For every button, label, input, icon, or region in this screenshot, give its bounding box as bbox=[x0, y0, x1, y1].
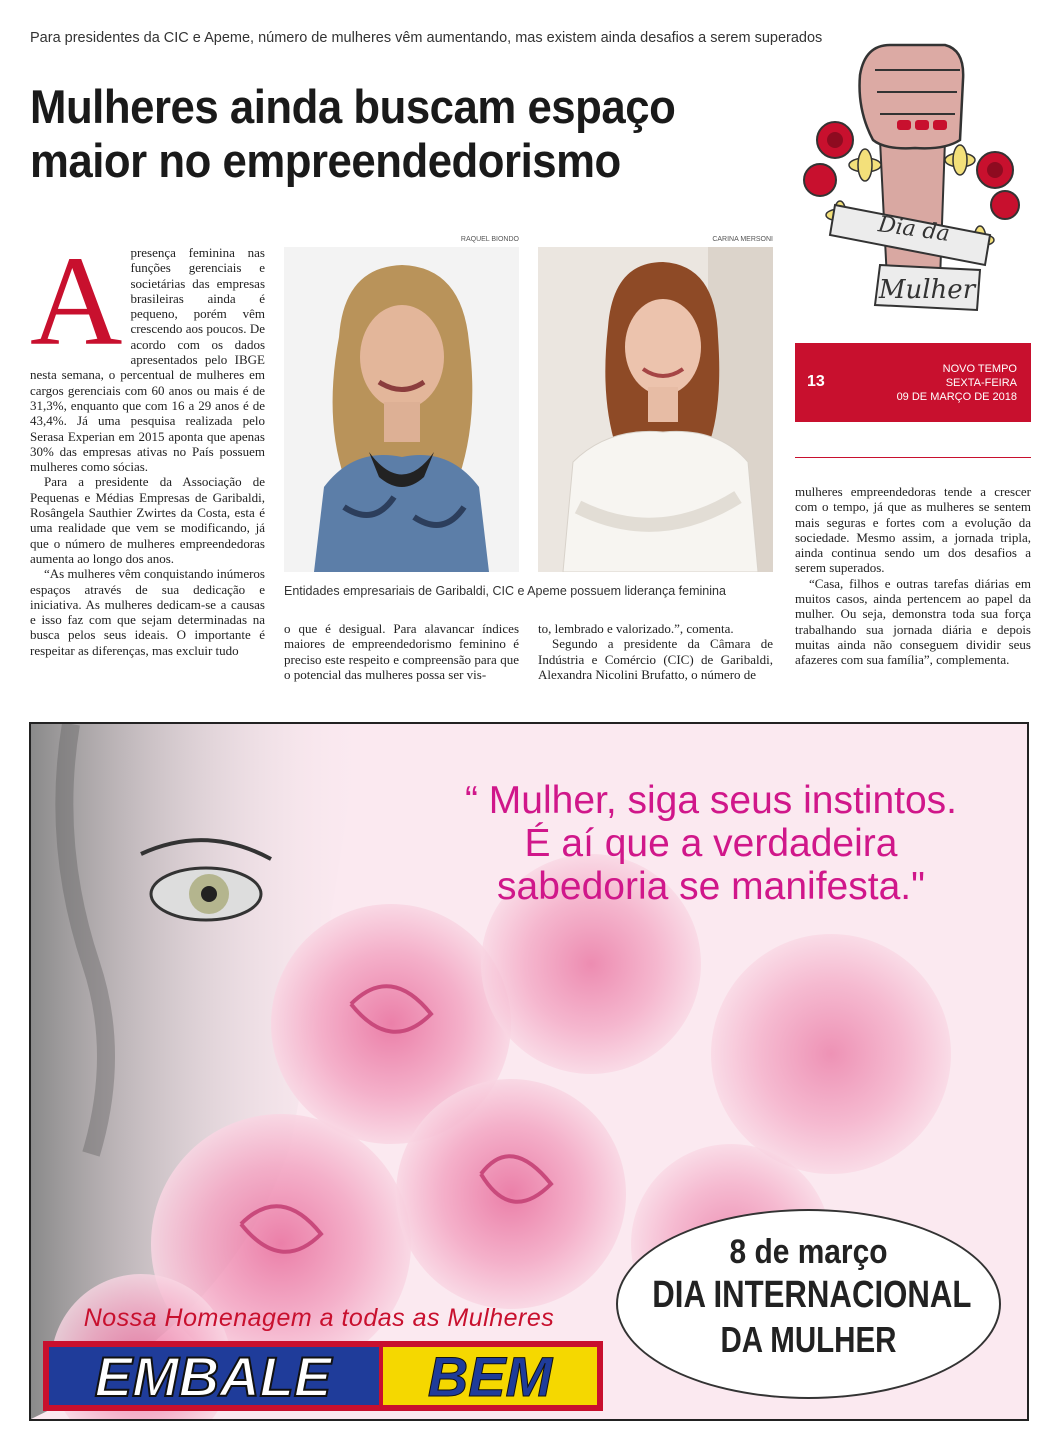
article-kicker: Para presidentes da CIC e Apeme, número de mulheres vêm aumentando, mas existem ainda desafios a serem superados bbox=[30, 30, 823, 46]
article-column-4 bbox=[795, 484, 1031, 668]
drop-cap: A bbox=[30, 230, 123, 372]
paragraph: “As mulheres vêm conquistando inúmeros espaços através de sua dedicação e iniciativa. As mulheres dedicam-se a causas e isso faz com que sejam determinadas na busca pelos seus ideais. O importante é respeitar as diferenças, mas excluir tudo bbox=[30, 566, 265, 658]
paragraph: presença feminina nas funções gerenciais e societárias das empresas brasileiras ainda é pequeno, porém vêm crescendo aos poucos. De acordo com os dados apresentados pelo IBGE nesta semana, o percentual de mulheres em cargos gerenciais com 60 anos ou mais é de 31,3%, enquanto que com 16 a 29 anos é de 43,4%. Já uma pesquisa realizada pelo Serasa Experian em 2015 aponta que apenas 30% das empresas ativas no País possuem mulheres como sócias. bbox=[30, 245, 265, 475]
portrait-photo-2 bbox=[538, 247, 773, 572]
ad-quote-line-3: sabedoria se manifesta." bbox=[497, 865, 925, 908]
newspaper-name: NOVO TEMPO bbox=[942, 363, 1017, 375]
ad-event-line-2: DA MULHER bbox=[720, 1319, 897, 1360]
article-column-2 bbox=[284, 621, 519, 682]
headline-line-1: Mulheres ainda buscam espaço bbox=[30, 80, 676, 133]
page-meta bbox=[897, 362, 1017, 404]
paragraph: o que é desigual. Para alavancar índices maiores de empreendedorismo feminino é preciso este respeito e compreensão para que o potencial das mulheres possa ser vis- bbox=[284, 621, 519, 682]
ad-quote bbox=[411, 779, 1011, 908]
headline-line-2: maior no empreendedorismo bbox=[30, 134, 621, 187]
paragraph: Para a presidente da Associação de Pequenas e Médias Empresas de Garibaldi, Rosângela Sauthier Zwirtes da Costa, esta é uma realidade que vem se modificando, já que o número de mulheres empreendedoras aumenta ao longo dos anos. bbox=[30, 474, 265, 566]
photo-credit-1: RAQUEL BIONDO bbox=[460, 236, 519, 243]
photo-caption: Entidades empresariais de Garibaldi, CIC e Apeme possuem liderança feminina bbox=[284, 584, 726, 598]
emblem-ribbon-mulher: Mulher bbox=[878, 275, 976, 305]
portrait-photo-1 bbox=[284, 247, 519, 572]
dia-da-mulher-emblem bbox=[795, 30, 1030, 330]
emblem-ribbon-dia-da: Dia da bbox=[876, 212, 952, 247]
article-headline bbox=[30, 80, 737, 188]
paragraph: Segundo a presidente da Câmara de Indústria e Comércio (CIC) de Garibaldi, Alexandra Nicolini Brufatto, o número de bbox=[538, 636, 773, 682]
article-column-1 bbox=[30, 230, 265, 658]
logo-word-bem: BEM bbox=[427, 1345, 553, 1408]
weekday: SEXTA-FEIRA bbox=[945, 377, 1017, 389]
ad-date-oval bbox=[616, 1209, 1001, 1399]
paragraph: to, lembrado e valorizado.”, comenta. bbox=[538, 621, 734, 636]
red-divider bbox=[795, 457, 1031, 458]
ad-date: 8 de março bbox=[729, 1233, 888, 1271]
paragraph: “Casa, filhos e outras tarefas diárias em muitos casos, ainda pertencem ao papel da mulher. Ou seja, demonstra toda sua força trabalhando sua jornada diária e depois muitas ainda não conseguem dividir seus afazeres com sua família”, complementa. bbox=[795, 575, 1031, 668]
article-column-3 bbox=[538, 621, 773, 682]
ad-homage-text: Nossa Homenagem a todas as Mulheres bbox=[83, 1304, 555, 1332]
advertisement bbox=[29, 722, 1029, 1421]
logo-word-embale: EMBALE bbox=[94, 1345, 332, 1408]
ad-quote-line-1: “ Mulher, siga seus instintos. bbox=[464, 779, 958, 822]
page-tag bbox=[795, 343, 1031, 422]
ad-quote-line-2: É aí que a verdadeira bbox=[524, 822, 898, 865]
embale-bem-logo bbox=[43, 1341, 603, 1411]
issue-date: 09 DE MARÇO DE 2018 bbox=[896, 391, 1017, 403]
paragraph: mulheres empreendedoras tende a crescer com o tempo, já que as mulheres se sentem mais seguras e fortes com a evolução da sociedade. Mesmo assim, a jornada tripla, ainda continua sendo um dos desafios a serem superados. bbox=[795, 484, 1031, 576]
page-number: 13 bbox=[807, 373, 825, 390]
ad-event-line-1: DIA INTERNACIONAL bbox=[652, 1274, 972, 1316]
photo-credit-2: CARINA MERSONI bbox=[712, 236, 773, 243]
